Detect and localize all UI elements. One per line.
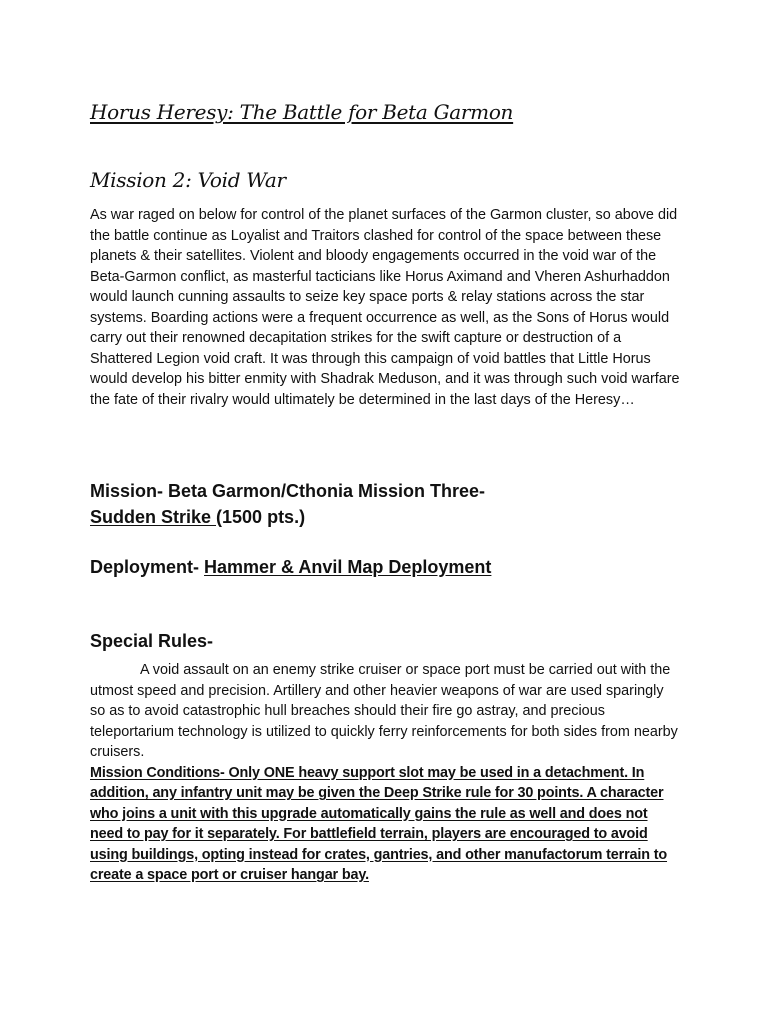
deployment-value: Hammer & Anvil Map Deployment bbox=[204, 557, 492, 577]
mission-name-line bbox=[90, 504, 485, 530]
mission-name: Sudden Strike bbox=[90, 507, 217, 527]
mission-line: Mission- Beta Garmon/Cthonia Mission Three- bbox=[90, 481, 486, 501]
deployment-line bbox=[90, 554, 491, 580]
special-rules-heading: Special Rules- bbox=[90, 631, 214, 651]
mission-conditions: Mission Conditions- Only ONE heavy support slot may be used in a detachment. In addition, any infantry unit may be given the Deep Strike rule for 30 points. A character who joins a unit with this upgrade automatically gains the rule as well and does not need to pay for it separately. For battlefield terrain, players are encouraged to avoid using buildings, opting instead for crates, gantries, and other manufactorum terrain to create a space port or cruiser hangar bay. bbox=[90, 764, 668, 883]
deployment-label: Deployment- bbox=[90, 557, 205, 577]
document-title: Horus Heresy: The Battle for Beta Garmon bbox=[90, 100, 514, 124]
mission-points: (1500 pts.) bbox=[216, 507, 306, 527]
special-rules-text: A void assault on an enemy strike cruiser or space port must be carried out with the utmost speed and precision. Artillery and other heavier weapons of war are used sparingly so as to avoid catastrophic hull breaches should their fire go astray, and precious teleportarium technology is utilized to quickly ferry reinforcements for both sides from nearby cruisers. bbox=[90, 662, 678, 760]
special-rules-body bbox=[90, 660, 680, 886]
mission-heading: Mission 2: Void War bbox=[90, 168, 286, 192]
intro-paragraph: As war raged on below for control of the planet surfaces of the Garmon cluster, so above did the battle continue as Loyalist and Traitors clashed for control of the space between these planets & their satellites. Violent and bloody engagements occurred in the void war of the Beta-Garmon conflict, as masterful tacticians like Horus Aximand and Vheren Ashurhaddon would launch cunning assaults to seize key space ports & relay stations across the star systems. Boarding actions were a frequent occurrence as well, as the Sons of Horus would carry out their renowned decapitation strikes for the swift capture or destruction of a Shattered Legion void craft. It was through this campaign of void battles that Little Horus would develop his bitter enmity with Shadrak Meduson, and it was through such void warfare the fate of their rivalry would ultimately be determined in the last days of the Heresy… bbox=[90, 207, 680, 408]
mission-block bbox=[90, 478, 485, 530]
